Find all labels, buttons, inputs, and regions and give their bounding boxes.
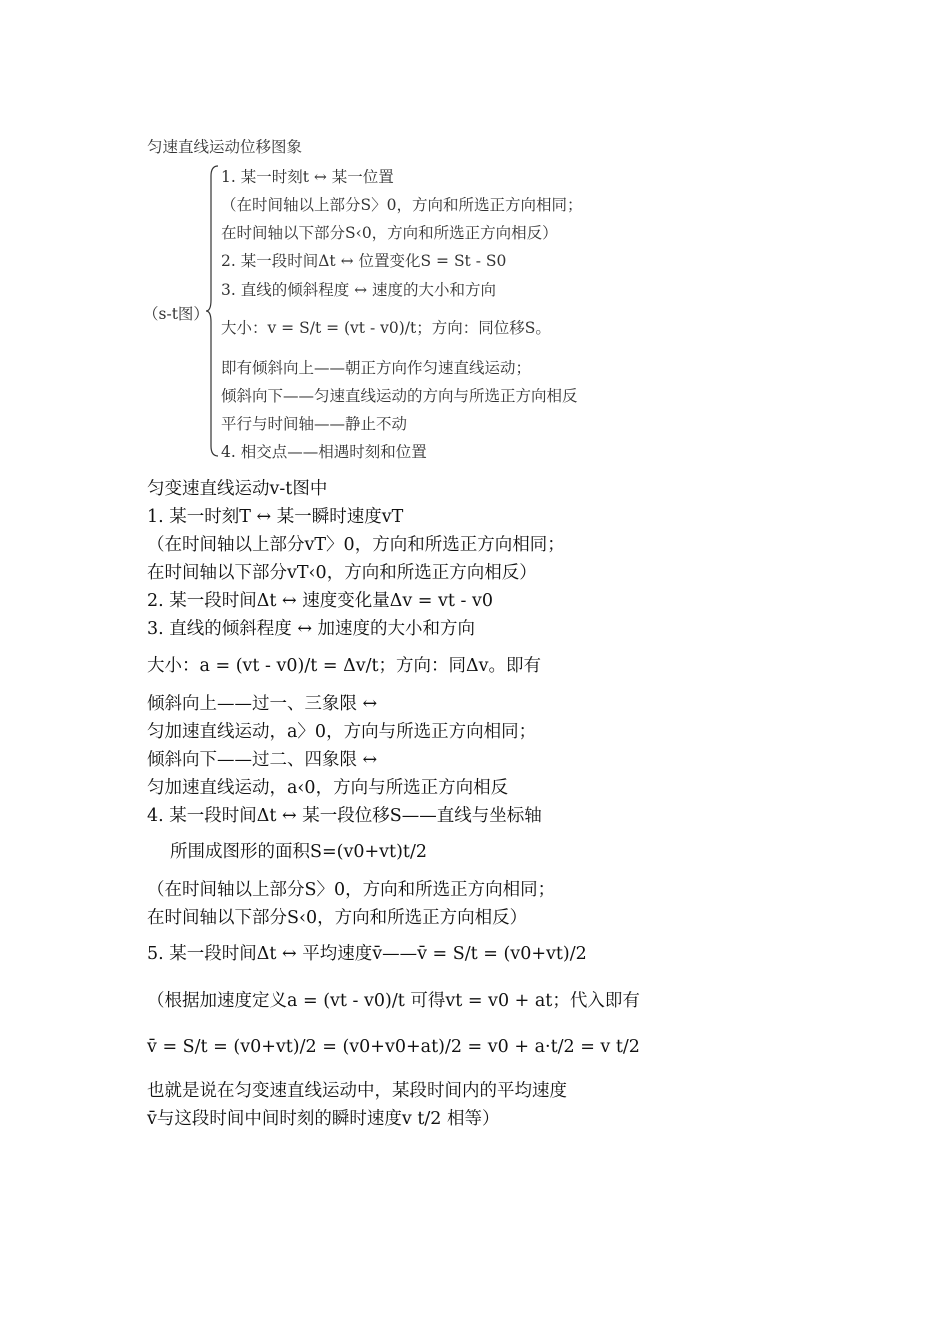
s2-line-4: 2. 某一段时间Δt ↔ 速度变化量Δv = vt - v0 <box>147 591 494 611</box>
s2-line-9: 倾斜向下——过二、四象限 ↔ <box>147 750 378 770</box>
s2-line-13: （在时间轴以上部分S〉0，方向和所选正方向相同； <box>147 880 556 900</box>
left-brace-icon <box>206 164 220 458</box>
s2-line-14: 在时间轴以下部分S‹0，方向和所选正方向相反） <box>147 908 528 928</box>
s1-line-9: 平行与时间轴——静止不动 <box>221 415 408 433</box>
s1-line-6: 大小：v = S/t = (vt - v0)/t；方向：同位移S。 <box>221 319 551 337</box>
s2-line-10: 匀加速直线运动，a‹0，方向与所选正方向相反 <box>147 778 509 798</box>
s1-line-4: 2. 某一段时间Δt ↔ 位置变化S = St - S0 <box>221 252 507 270</box>
s1-line-1: 1. 某一时刻t ↔ 某一位置 <box>221 168 394 186</box>
s2-line-12: 所围成图形的面积S=(v0+vt)t/2 <box>170 842 427 862</box>
s2-line-6: 大小：a = (vt - v0)/t = Δv/t；方向：同Δv。即有 <box>147 656 542 676</box>
s2-line-2: （在时间轴以上部分vT〉0，方向和所选正方向相同； <box>147 535 565 555</box>
s2-line-11: 4. 某一段时间Δt ↔ 某一段位移S——直线与坐标轴 <box>147 806 542 826</box>
s2-line-16: （根据加速度定义a = (vt - v0)/t 可得vt = v0 + at；代入即有 <box>147 991 640 1011</box>
s1-line-3: 在时间轴以下部分S‹0，方向和所选正方向相反） <box>221 224 558 242</box>
s2-line-5: 3. 直线的倾斜程度 ↔ 加速度的大小和方向 <box>147 619 476 639</box>
s2-line-8: 匀加速直线运动，a〉0，方向与所选正方向相同； <box>147 722 537 742</box>
s1-line-5: 3. 直线的倾斜程度 ↔ 速度的大小和方向 <box>221 281 497 299</box>
s1-line-7: 即有倾斜向上——朝正方向作匀速直线运动； <box>221 359 532 377</box>
s2-line-1: 1. 某一时刻T ↔ 某一瞬时速度vT <box>147 507 404 527</box>
s2-line-19: v̄与这段时间中间时刻的瞬时速度v t/2 相等） <box>147 1109 500 1129</box>
s2-line-18: 也就是说在匀变速直线运动中，某段时间内的平均速度 <box>147 1081 567 1101</box>
st-graph-label: （s-t图） <box>143 305 209 323</box>
s1-line-2: （在时间轴以上部分S〉0，方向和所选正方向相同； <box>221 196 583 214</box>
section2-title: 匀变速直线运动v-t图中 <box>147 479 328 499</box>
s1-line-8: 倾斜向下——匀速直线运动的方向与所选正方向相反 <box>221 387 578 405</box>
s1-line-10: 4. 相交点——相遇时刻和位置 <box>221 443 427 461</box>
section1-title: 匀速直线运动位移图象 <box>147 138 303 156</box>
s2-line-15: 5. 某一段时间Δt ↔ 平均速度v̄——v̄ = S/t = (v0+vt)/2 <box>147 944 587 964</box>
s2-line-3: 在时间轴以下部分vT‹0，方向和所选正方向相反） <box>147 563 537 583</box>
s2-line-17: v̄ = S/t = (v0+vt)/2 = (v0+v0+at)/2 = v0 + a·t/2 = v t/2 <box>147 1037 640 1057</box>
s2-line-7: 倾斜向上——过一、三象限 ↔ <box>147 694 378 714</box>
